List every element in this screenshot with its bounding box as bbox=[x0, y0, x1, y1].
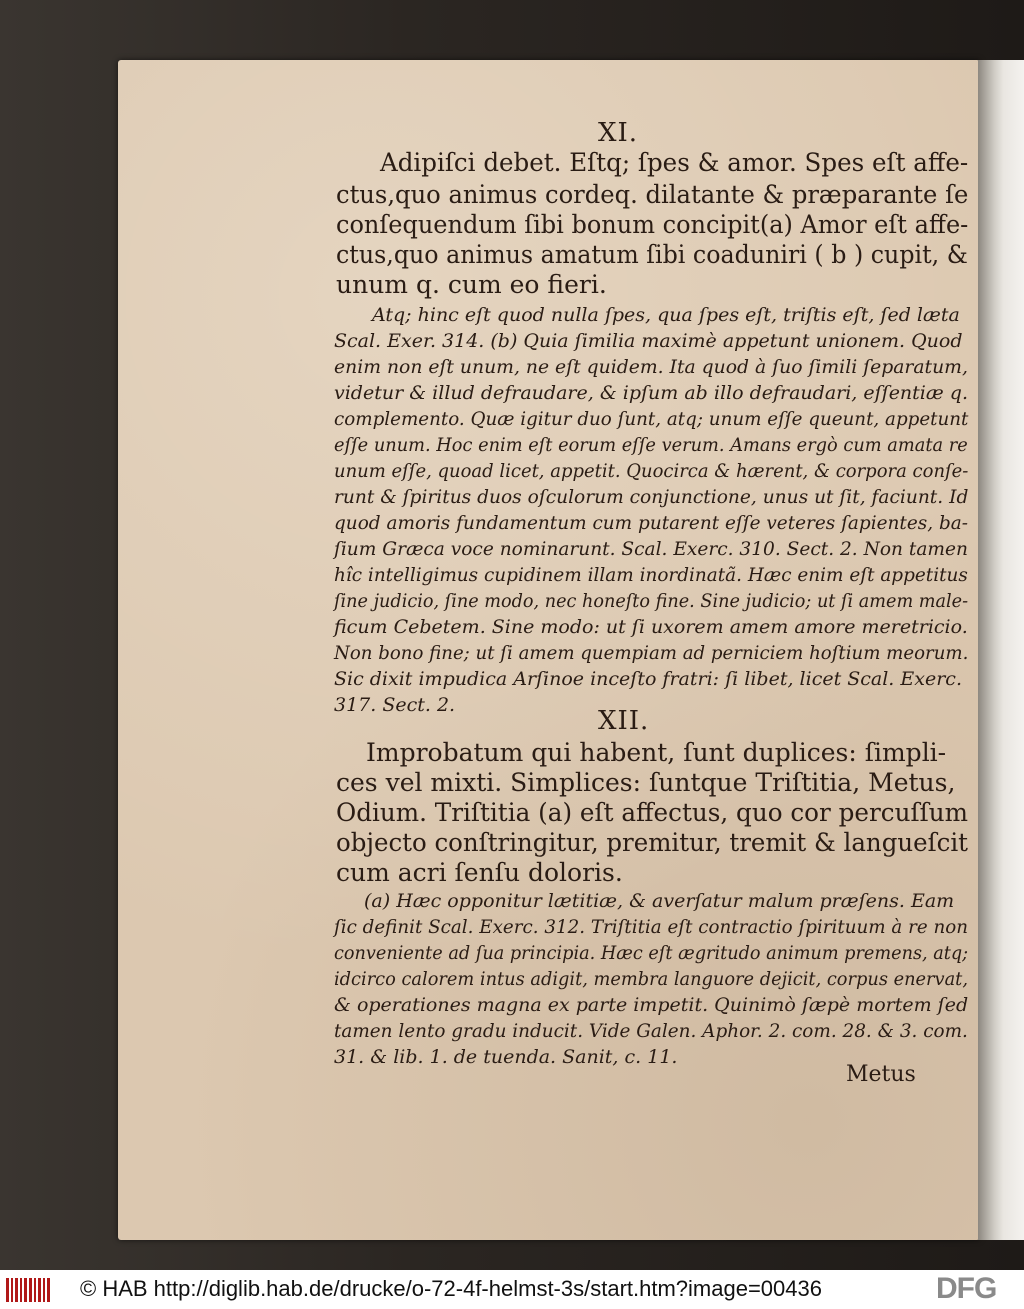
note-line: idcirco calorem intus adigit, membra languore dejicit, corpus enervat, bbox=[334, 968, 968, 990]
main-line: Odium. Triſtitia (a) eſt affectus, quo cor percuſſum bbox=[336, 798, 968, 827]
note-line: conveniente ad ſua principia. Hæc eſt ægritudo animum premens, atq; bbox=[334, 942, 969, 964]
note-line: enim non eſt unum, ne eſt quidem. Ita quod à ſuo ſimili ſeparatum, bbox=[334, 356, 968, 378]
note-line: ſic definit Scal. Exerc. 312. Triſtitia eſt contractio ſpirituum à re non bbox=[334, 916, 969, 938]
note-line: Non bono fine; ut ſi amem quempiam ad perniciem hoſtium meorum. bbox=[334, 642, 969, 664]
note-line: ſine judicio, ſine modo, nec honeſto fine. Sine judicio; ut ſi amem male- bbox=[334, 590, 969, 612]
note-line: hîc intelligimus cupidinem illam inordinatã. Hæc enim eſt appetitus bbox=[334, 564, 968, 586]
note-line: tamen lento gradu inducit. Vide Galen. Aphor. 2. com. 28. & 3. com. bbox=[334, 1020, 968, 1042]
note-line: Scal. Exer. 314. (b) Quia ſimilia maximè appetunt unionem. Quod bbox=[334, 330, 963, 352]
note-line: ſium Græca voce nominarunt. Scal. Exerc. 310. Sect. 2. Non tamen bbox=[334, 538, 968, 560]
main-line: Improbatum qui habent, ſunt duplices: ſimpli- bbox=[366, 738, 947, 767]
main-line: ctus,quo animus amatum ſibi coaduniri ( b ) cupit, & bbox=[336, 240, 968, 269]
note-line: Atq; hinc eſt quod nulla ſpes, qua ſpes eſt, triſtis eſt, ſed læta bbox=[372, 304, 960, 326]
note-line: complemento. Quæ igitur duo ſunt, atq; unum eſſe queunt, appetunt bbox=[334, 408, 969, 430]
book-binding bbox=[978, 60, 1024, 1240]
dfg-logo: DFG bbox=[936, 1272, 997, 1305]
section-heading-xii: XII. bbox=[598, 706, 650, 736]
source-url-link[interactable]: © HAB http://diglib.hab.de/drucke/o-72-4f-helmst-3s/start.htm?image=00436 bbox=[80, 1276, 822, 1301]
note-line: (a) Hæc opponitur lætitiæ, & averſatur malum præſens. Eam bbox=[364, 890, 955, 912]
note-line: quod amoris fundamentum cum putarent eſſe veteres ſapientes, ba- bbox=[334, 512, 968, 534]
note-line: 31. & lib. 1. de tuenda. Sanit, c. 11. bbox=[334, 1046, 678, 1068]
main-line: ces vel mixti. Simplices: ſuntque Triſtitia, Metus, bbox=[336, 768, 956, 797]
section-heading-xi: XI. bbox=[598, 118, 639, 148]
note-line: runt & ſpiritus duos oſculorum conjunctione, unus ut ſit, faciunt. Id bbox=[334, 486, 969, 508]
note-line: videtur & illud defraudare, & ipſum ab illo defraudari, eſſentiæ q. bbox=[334, 382, 968, 404]
viewer-footer bbox=[0, 1270, 1024, 1309]
main-line: conſequendum ſibi bonum concipit(a) Amor eſt affe- bbox=[336, 210, 969, 239]
note-line: unum eſſe, quoad licet, appetit. Quocirca & hærent, & corpora conſe- bbox=[334, 460, 969, 482]
note-line: 317. Sect. 2. bbox=[334, 694, 456, 716]
note-line: ficum Cebetem. Sine modo: ut ſi uxorem amem amore meretricio. bbox=[334, 616, 968, 638]
note-line: & operationes magna ex parte impetit. Quinimò ſæpè mortem ſed bbox=[334, 994, 969, 1016]
main-line: cum acri ſenſu doloris. bbox=[336, 858, 623, 887]
catchword: Metus bbox=[846, 1062, 916, 1087]
main-line: ctus,quo animus cordeq. dilatante & præparante ſe bbox=[336, 180, 969, 209]
note-line: eſſe unum. Hoc enim eſt eorum eſſe verum. Amans ergò cum amata re bbox=[334, 434, 968, 456]
main-line: Adipiſci debet. Eſtq; ſpes & amor. Spes eſt affe- bbox=[380, 148, 969, 177]
main-line: unum q. cum eo fieri. bbox=[336, 270, 607, 299]
hab-logo-icon bbox=[6, 1278, 50, 1302]
main-line: objecto conſtringitur, premitur, tremit & langueſcit bbox=[336, 828, 968, 857]
note-line: Sic dixit impudica Arſinoe inceſto fratri: ſi libet, licet Scal. Exerc. bbox=[334, 668, 962, 690]
